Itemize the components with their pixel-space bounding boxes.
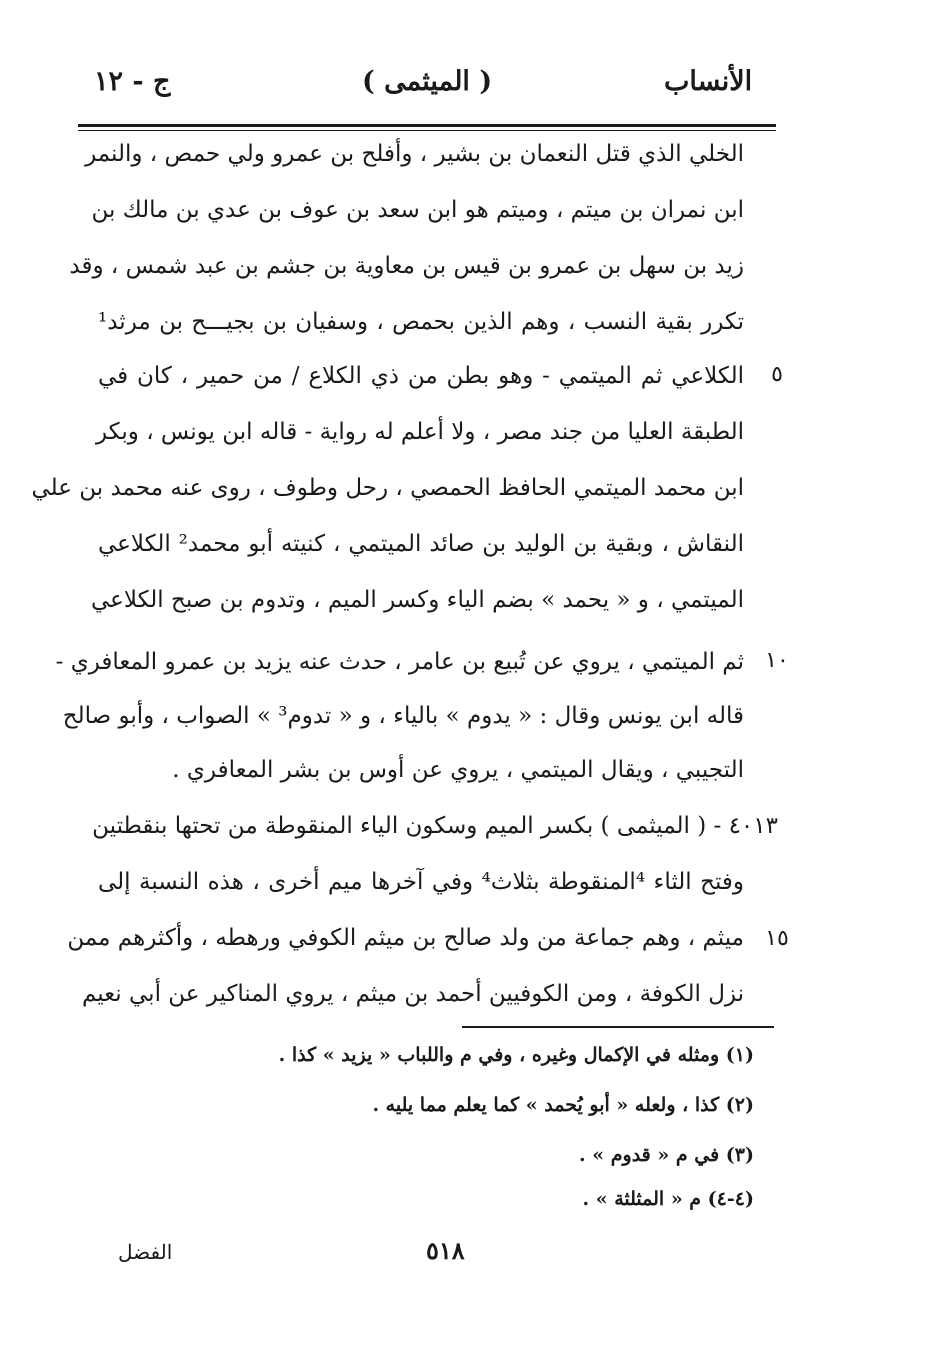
footnote-3: (٣) في م « قدوم » . — [579, 1144, 754, 1166]
running-head-entry-title: ( الميثمى ) — [362, 66, 493, 97]
body-line-4: تكرر بقية النسب ، وهم الذين بحمص ، وسفيان بن بجيـــح بن مرثد¹ — [98, 309, 744, 335]
body-line-2: ابن نمران بن ميتم ، وميتم هو ابن سعد بن عوف بن عدي بن مالك بن — [91, 197, 744, 223]
body-line-7: ابن محمد الميتمي الحافظ الحمصي ، رحل وطوف ، روى عنه محمد بن علي — [31, 475, 744, 501]
body-line-3: زيد بن سهل بن عمرو بن قيس بن معاوية بن جشم بن عبد شمس ، وقد — [69, 253, 744, 279]
running-head-volume: ج - ١٢ — [94, 66, 171, 97]
body-line-11: قاله ابن يونس وقال : « يدوم » بالياء ، و « تدوم³ » الصواب ، وأبو صالح — [62, 703, 744, 729]
line-number-15: ١٥ — [765, 926, 789, 951]
body-line-9: الميتمي ، و « يحمد » بضم الياء وكسر الميم ، وتدوم بن صبح الكلاعي — [90, 587, 744, 613]
footnote-separator — [462, 1026, 774, 1028]
footnote-2: (٢) كذا ، ولعله « أبو يُحمد » كما يعلم مما يليه . — [372, 1094, 754, 1116]
body-line-6: الطبقة العليا من جند مصر ، ولا أعلم له رواية - قاله ابن يونس ، وبكر — [95, 419, 744, 445]
body-line-8: النقاش ، وبقية بن الوليد بن صائد الميتمي ، كنيته أبو محمد² الكلاعي — [98, 531, 744, 557]
body-line-12: التجيبي ، ويقال الميتمي ، يروي عن أوس بن بشر المعافري . — [172, 757, 744, 783]
body-line-5: الكلاعي ثم الميتمي - وهو بطن من ذي الكلاع / من حمير ، كان في — [98, 363, 744, 389]
page-number: ٥١٨ — [426, 1236, 465, 1265]
line-number-5: ٥ — [771, 362, 783, 387]
running-head-book-title: الأنساب — [664, 66, 753, 97]
footnote-1: (١) ومثله في الإكمال وغيره ، وفي م واللباب « يزيد » كذا . — [278, 1044, 754, 1066]
body-line-15: ميثم ، وهم جماعة من ولد صالح بن ميثم الكوفي ورهطه ، وأكثرهم ممن — [67, 925, 744, 951]
body-line-10: ثم الميتمي ، يروي عن تُبيع بن عامر ، حدث عنه يزيد بن عمرو المعافري - — [55, 649, 744, 675]
footnote-4: (٤-٤) م « المثلثة » . — [582, 1188, 754, 1210]
catchword: الفضل — [118, 1240, 173, 1264]
body-line-16: نزل الكوفة ، ومن الكوفيين أحمد بن ميثم ، يروي المناكير عن أبي نعيم — [81, 981, 744, 1007]
header-rule-thick — [78, 124, 776, 127]
line-number-10: ١٠ — [765, 648, 789, 673]
entry-heading-line: ٤٠١٣ - ( الميثمى ) بكسر الميم وسكون الياء المنقوطة من تحتها بنقطتين — [92, 813, 778, 839]
body-line-1: الخلي الذي قتل النعمان بن بشير ، وأفلح بن عمرو ولي حمص ، والنمر — [85, 141, 744, 167]
body-line-14: وفتح الثاء ⁴المنقوطة بثلاث⁴ وفي آخرها ميم أخرى ، هذه النسبة إلى — [98, 869, 745, 895]
header-rule-thin — [78, 130, 776, 131]
